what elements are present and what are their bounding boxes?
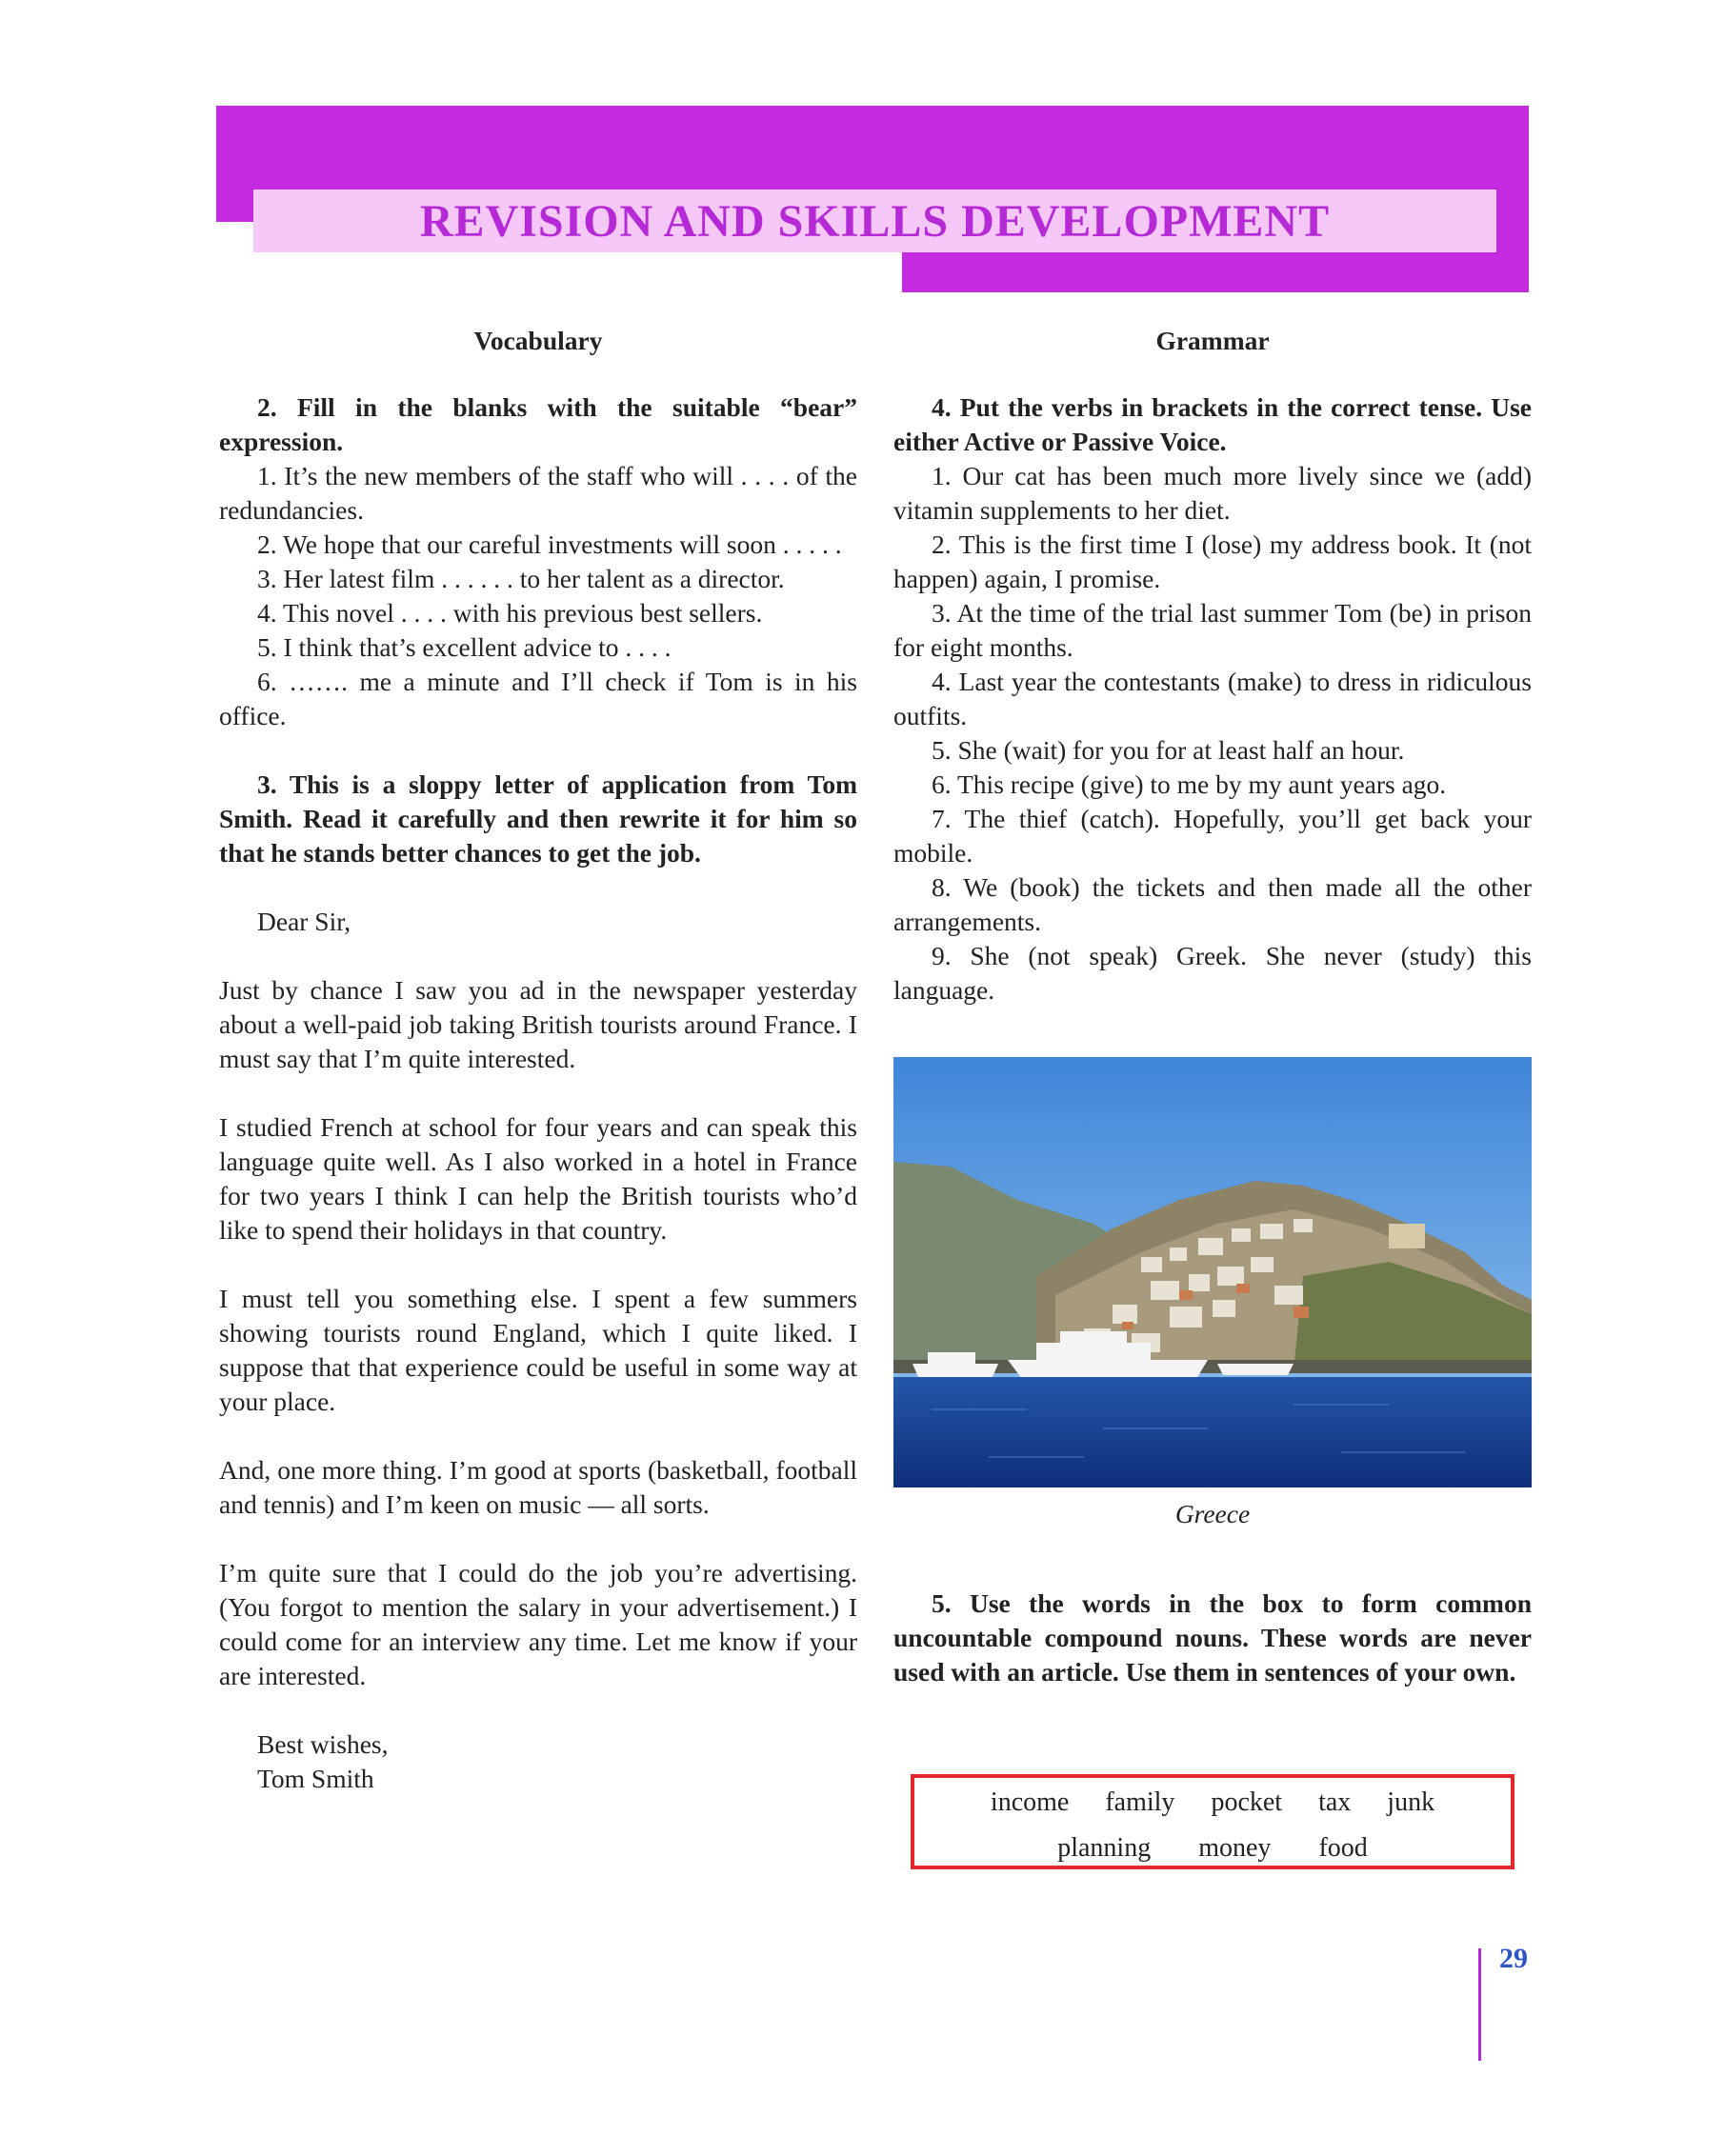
word-box-word: planning — [1057, 1833, 1152, 1863]
word-box-word: money — [1198, 1833, 1272, 1863]
word-box-word: pocket — [1211, 1787, 1283, 1817]
page-number: 29 — [1499, 1943, 1528, 1974]
exercise-2-item: 5. I think that’s excellent advice to . . . . — [257, 632, 672, 662]
exercise-2-item: 1. It’s the new members of the staff who will . . . . of the redundancies. — [219, 461, 857, 525]
vocabulary-column — [219, 324, 857, 1796]
title-bar — [253, 190, 1496, 252]
exercise-5 — [893, 1587, 1532, 1689]
exercise-4-item: 8. We (book) the tickets and then made all the other arrangements. — [893, 872, 1532, 936]
greece-photo — [893, 1057, 1532, 1487]
letter-paragraph: I’m quite sure that I could do the job you’re advertising. (You forgot to mention the salary in your advertisement.) I could come for an interview any time. Let me know if your are interested. — [219, 1558, 857, 1690]
vocabulary-heading: Vocabulary — [473, 326, 603, 355]
exercise-2-item: 6. ……. me a minute and I’ll check if Tom is in his office. — [219, 667, 857, 730]
word-box-word: tax — [1318, 1787, 1352, 1817]
word-box-word: family — [1105, 1787, 1175, 1817]
page-number-rule — [1478, 1948, 1481, 2061]
letter-greeting: Dear Sir, — [257, 907, 351, 936]
exercise-4-item: 5. She (wait) for you for at least half an hour. — [932, 735, 1405, 765]
exercise-4-item: 7. The thief (catch). Hopefully, you’ll get back your mobile. — [893, 804, 1532, 868]
exercise-2-instruction: 2. Fill in the blanks with the suitable “bear” expression. — [219, 392, 857, 456]
exercise-4-item: 3. At the time of the trial last summer Tom (be) in prison for eight months. — [893, 598, 1532, 662]
letter-paragraph: I must tell you something else. I spent a few summers showing tourists round England, which I quite liked. I suppose that that experience could be useful in some way at your place. — [219, 1284, 857, 1416]
letter-closing: Best wishes, — [257, 1729, 389, 1759]
page-title: REVISION AND SKILLS DEVELOPMENT — [419, 195, 1331, 247]
exercise-4-item: 6. This recipe (give) to me by my aunt years ago. — [932, 769, 1447, 799]
letter-paragraph: I studied French at school for four years and can speak this language quite well. As I also worked in a hotel in France for two years I think I can help the British tourists who’d like to spend their holidays in that country. — [219, 1112, 857, 1245]
grammar-column — [893, 324, 1532, 1008]
exercise-2-item: 4. This novel . . . . with his previous best sellers. — [257, 598, 763, 628]
exercise-4-item: 2. This is the first time I (lose) my address book. It (not happen) again, I promise. — [893, 529, 1532, 593]
exercise-4-item: 4. Last year the contestants (make) to dress in ridiculous outfits. — [893, 667, 1532, 730]
exercise-4-item: 9. She (not speak) Greek. She never (study) this language. — [893, 941, 1532, 1005]
exercise-2-item: 2. We hope that our careful investments will soon . . . . . — [257, 529, 842, 559]
exercise-4-instruction: 4. Put the verbs in brackets in the correct tense. Use either Active or Passive Voice. — [893, 392, 1532, 456]
word-box — [911, 1774, 1514, 1869]
exercise-5-instruction: 5. Use the words in the box to form common uncountable compound nouns. These words are never used with an article. Use them in sentences of your own. — [893, 1588, 1532, 1687]
word-box-row — [914, 1833, 1511, 1864]
word-box-word: junk — [1387, 1787, 1435, 1817]
letter-paragraph: And, one more thing. I’m good at sports (basketball, football and tennis) and I’m keen on music — all sorts. — [219, 1455, 857, 1519]
letter-paragraph: Just by chance I saw you ad in the newspaper yesterday about a well-paid job taking British tourists around France. I must say that I’m quite interested. — [219, 975, 857, 1073]
exercise-4-item: 1. Our cat has been much more lively since we (add) vitamin supplements to her diet. — [893, 461, 1532, 525]
photo-caption: Greece — [1174, 1499, 1251, 1528]
word-box-row — [914, 1787, 1511, 1818]
word-box-word: food — [1318, 1833, 1368, 1863]
grammar-heading: Grammar — [1155, 326, 1270, 355]
word-box-word: income — [990, 1787, 1070, 1817]
exercise-2-item: 3. Her latest film . . . . . . to her talent as a director. — [257, 564, 785, 593]
letter-signature: Tom Smith — [257, 1764, 374, 1793]
exercise-3-instruction: 3. This is a sloppy letter of application from Tom Smith. Read it carefully and then rewrite it for him so that he stands better chances to get the job. — [219, 769, 857, 868]
